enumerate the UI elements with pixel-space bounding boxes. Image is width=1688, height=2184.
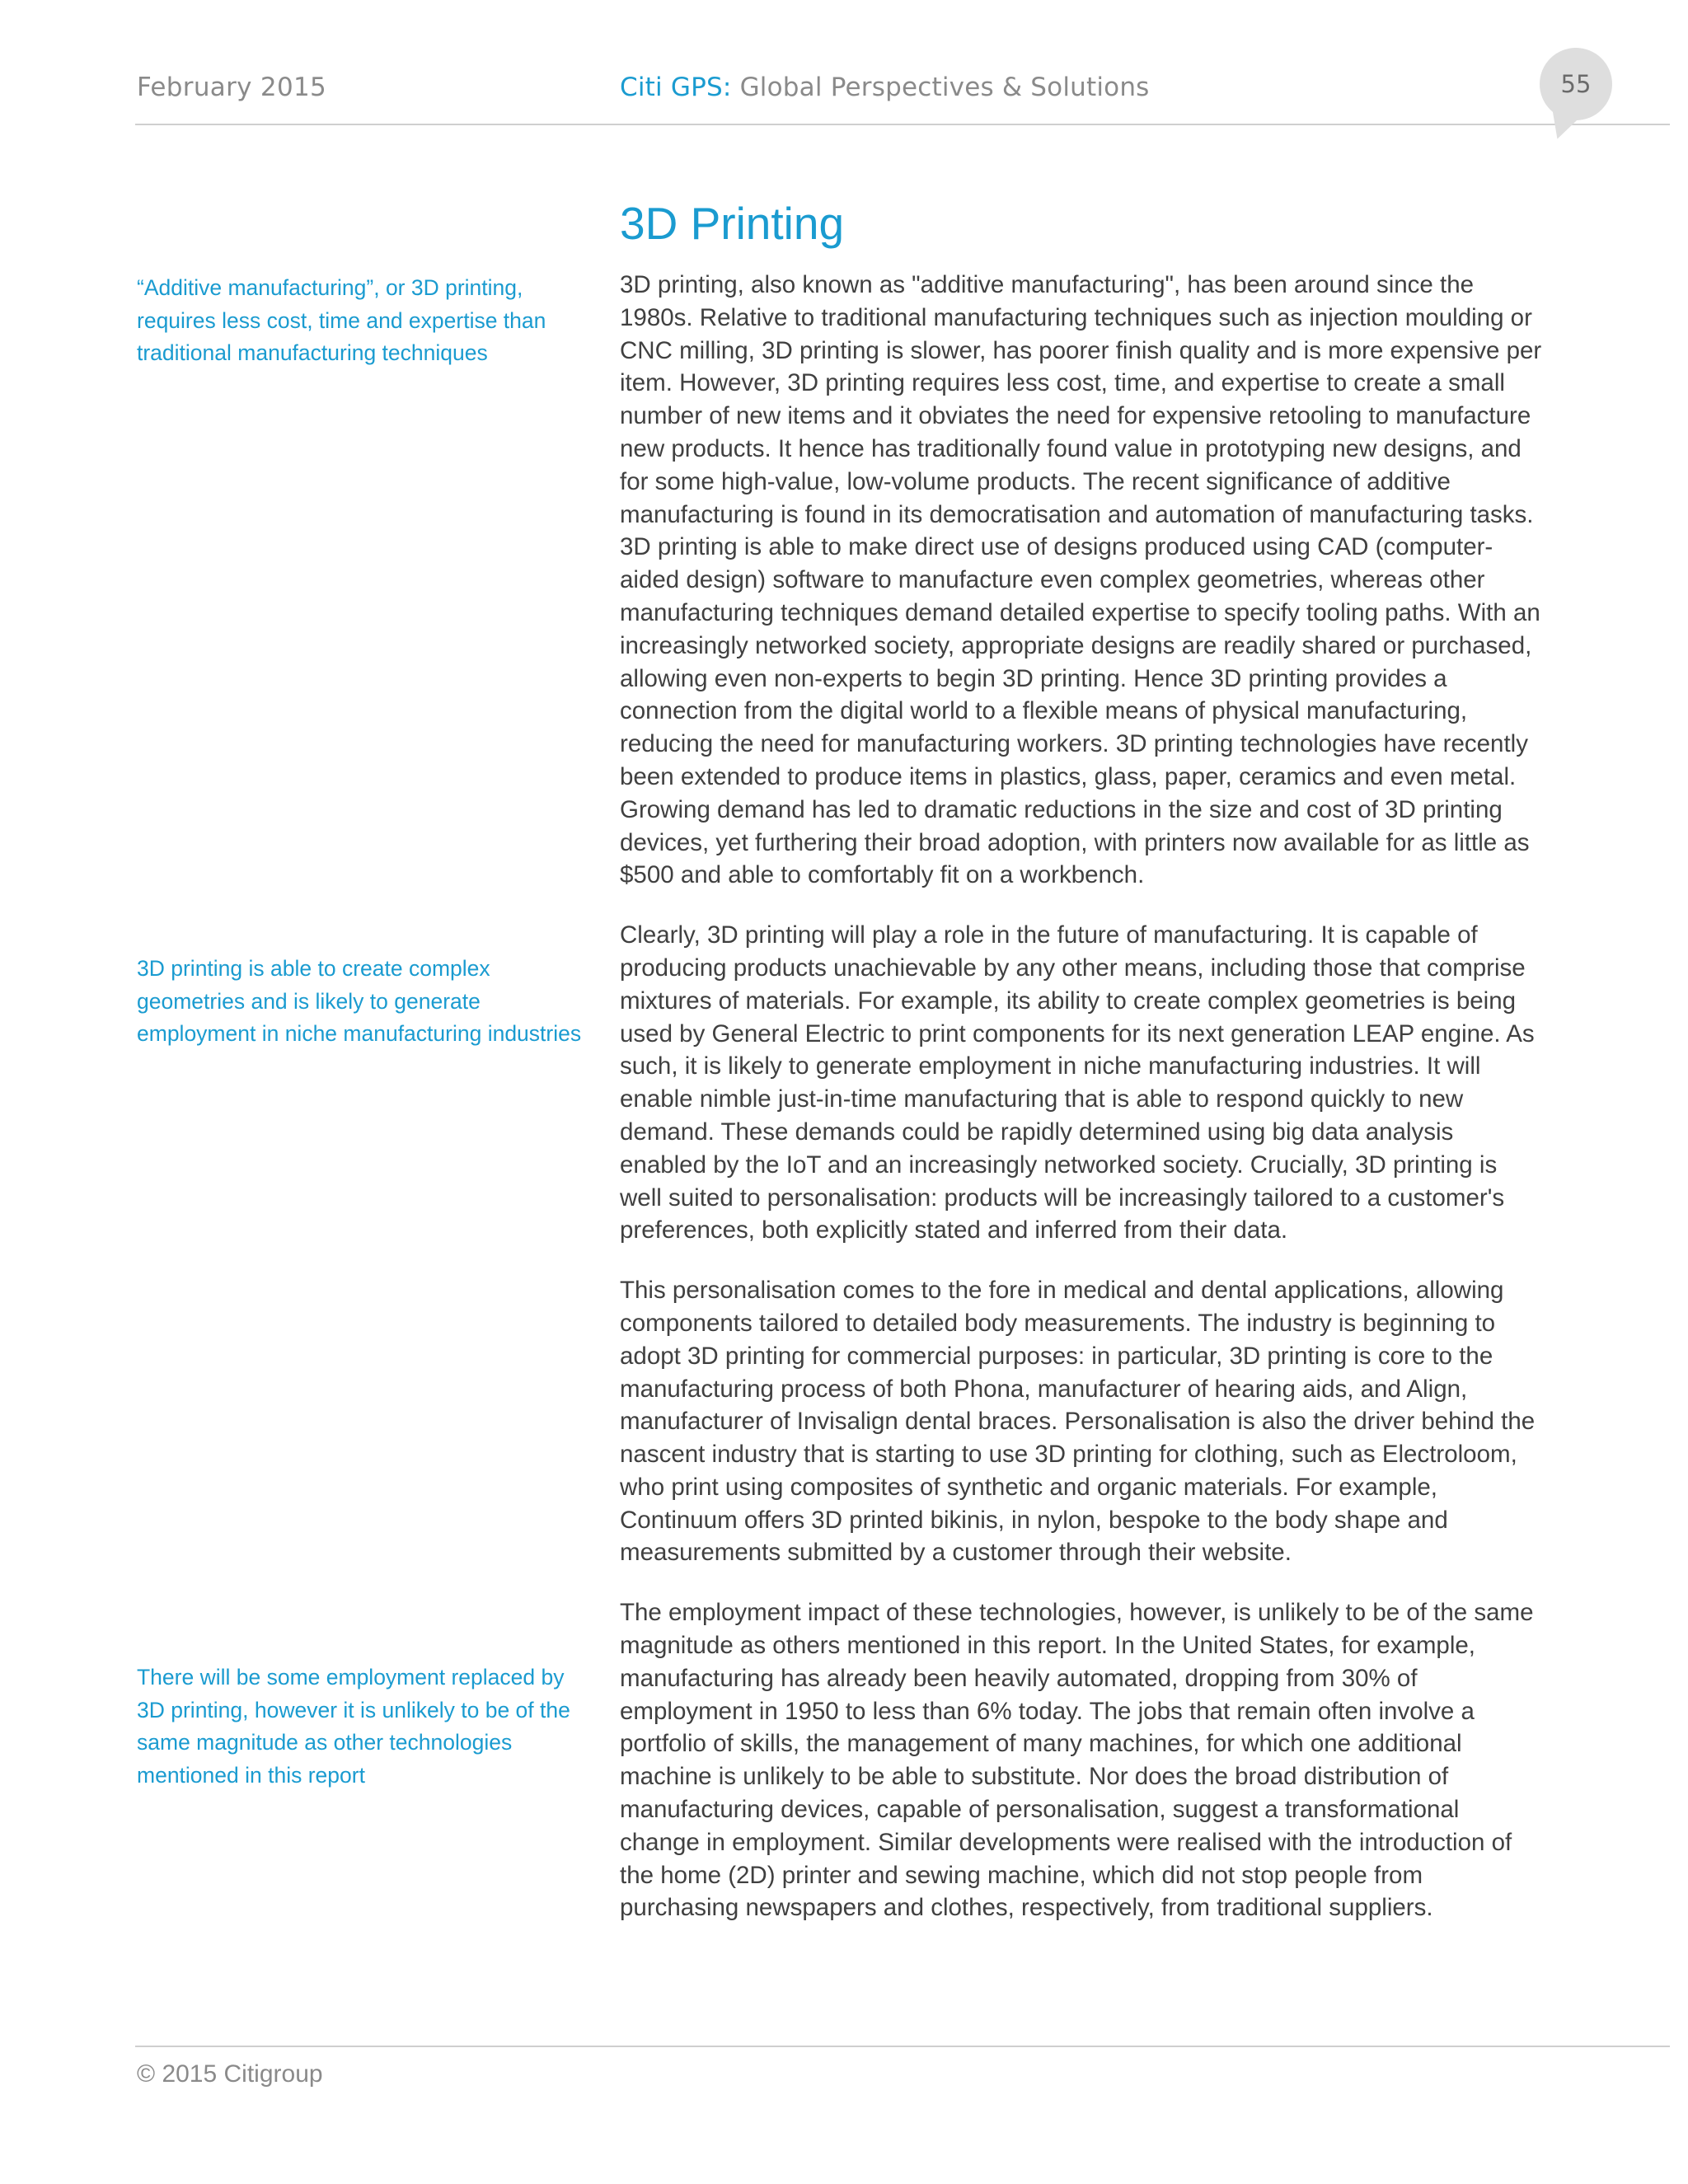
header-date: February 2015: [137, 73, 327, 102]
page-title: 3D Printing: [620, 198, 845, 249]
page-number: 55: [1560, 70, 1592, 98]
sidenote-complex-geometries: 3D printing is able to create complex geometries and is likely to generate employment in niche manufacturing industries: [137, 956, 582, 1046]
header-publication: [620, 73, 1150, 102]
body-paragraph: The employment impact of these technologies, however, is unlikely to be of the same magnitude as others mentioned in this report. In the United States, for example, manufacturing has already been heavily automated, dropping from 30% of employment in 1950 to less than 6% today. The jobs that remain often involve a portfolio of skills, the management of many machines, for which one additional machine is unlikely to be able to substitute. Nor does the broad distribution of manufacturing devices, capable of personalisation, suggest a transformational change in employment. Similar developments were realised with the introduction of the home (2D) printer and sewing machine, which did not stop people from purchasing newspapers and clothes, respectively, from traditional suppliers.: [620, 1599, 1534, 1922]
body-paragraph: This personalisation comes to the fore in medical and dental applications, allowing components tailored to detailed body measurements. The industry is beginning to adopt 3D printing for commercial purposes: in particular, 3D printing is core to the manufacturing process of both Phona, manufacturer of hearing aids, and Align, manufacturer of Invisalign dental braces. Personalisation is also the driver behind the nascent industry that is starting to use 3D printing for clothing, such as Electroloom, who print using composites of synthetic and organic materials. For example, Continuum offers 3D printed bikinis, in nylon, bespoke to the body shape and measurements submitted by a customer through their website.: [620, 1277, 1536, 1567]
page-number-badge: [1540, 48, 1612, 120]
brand-name: Citi GPS:: [620, 73, 732, 102]
footer-divider: [135, 2046, 1670, 2047]
sidenote-employment-impact: There will be some employment replaced by 3D printing, however it is unlikely to be of the same magnitude as other technologies mentioned in this report: [137, 1665, 570, 1788]
body-paragraph: Clearly, 3D printing will play a role in the future of manufacturing. It is capable of producing products unachievable by any other means, including those that comprise mixtures of materials. For example, its ability to create complex geometries is being used by General Electric to print components for its next generation LEAP engine. As such, it is likely to generate employment in niche manufacturing industries. It will enable nimble just-in-time manufacturing that is able to respond quickly to new demand. These demands could be rapidly determined using big data analysis enabled by the IoT and an increasingly networked society. Crucially, 3D printing is well suited to personalisation: products will be increasingly tailored to a customer's preferences, both explicitly stated and inferred from their data.: [620, 921, 1535, 1244]
header-divider: [135, 124, 1670, 125]
body-text: [620, 269, 1543, 1952]
sidenote-additive-manufacturing: “Additive manufacturing”, or 3D printing, requires less cost, time and expertise than traditional manufacturing techniques: [137, 275, 546, 365]
body-paragraph: 3D printing, also known as "additive manufacturing", has been around since the 1980s. Relative to traditional manufacturing techniques such as injection moulding or CNC milling, 3D printing is slower, has poorer finish quality and is more expensive per item. However, 3D printing requires less cost, time, and expertise to create a small number of new items and it obviates the need for expensive retooling to manufacture new products. It hence has traditionally found value in prototyping new designs, and for some high-value, low-volume products. The recent significance of additive manufacturing is found in its democratisation and automation of manufacturing tasks. 3D printing is able to make direct use of designs produced using CAD (computer-aided design) software to manufacture even complex geometries, whereas other manufacturing techniques demand detailed expertise to specify tooling paths. With an increasingly networked society, appropriate designs are readily shared or purchased, allowing even non-experts to begin 3D printing. Hence 3D printing provides a connection from the digital world to a flexible means of physical manufacturing, reducing the need for manufacturing workers. 3D printing technologies have recently been extended to produce items in plastics, glass, paper, ceramics and even metal. Growing demand has led to dramatic reductions in the size and cost of 3D printing devices, yet furthering their broad adoption, with printers now available for as little as $500 and able to comfortably fit on a workbench.: [620, 271, 1542, 889]
brand-tagline: Global Perspectives & Solutions: [731, 73, 1150, 102]
footer-copyright: © 2015 Citigroup: [137, 2060, 323, 2088]
